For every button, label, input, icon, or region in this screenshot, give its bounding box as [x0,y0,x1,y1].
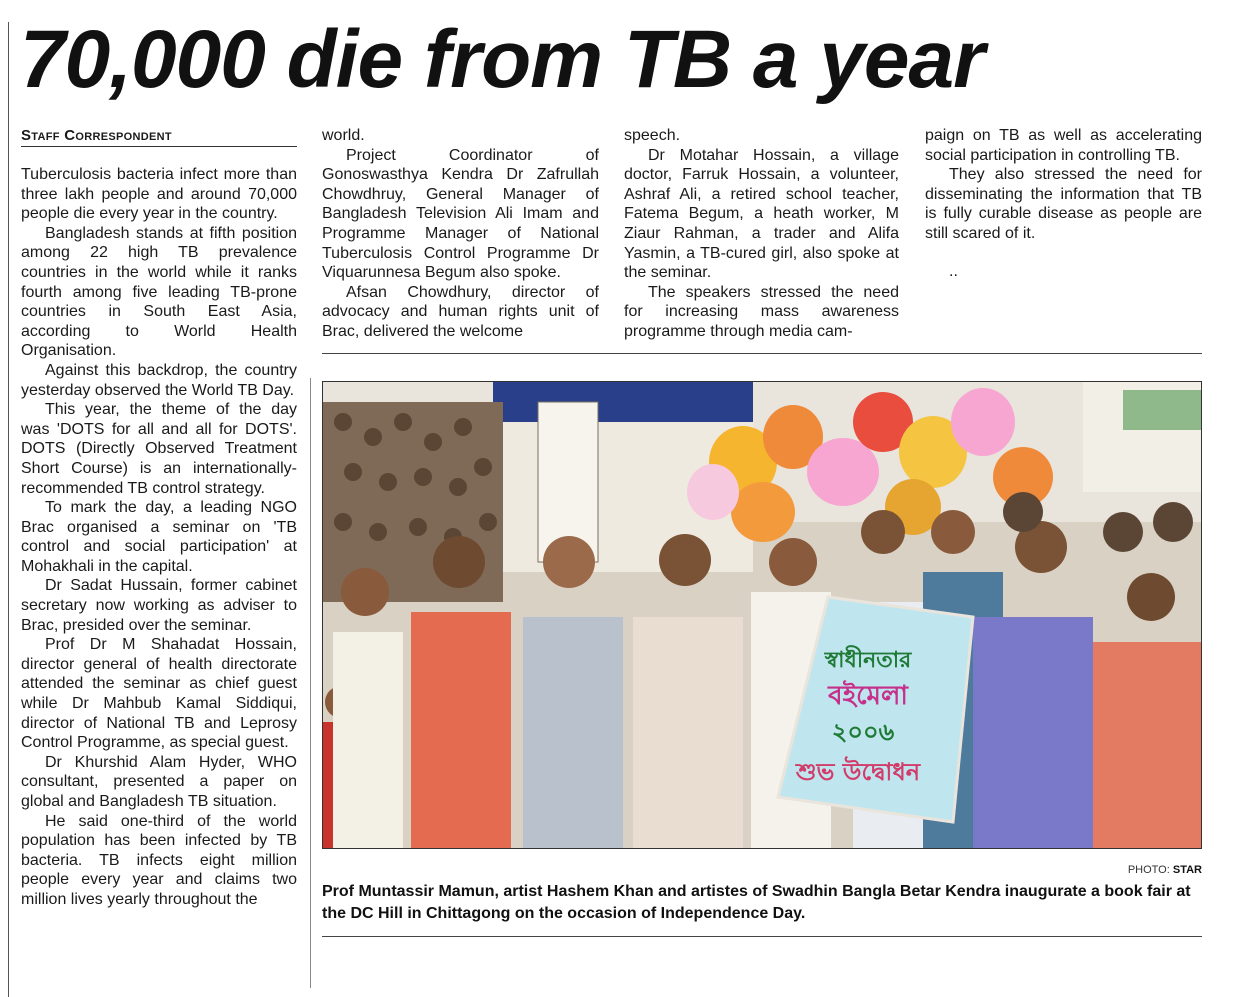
headline: 70,000 die from TB a year [20,14,985,105]
article-column-1 [21,165,297,910]
article-column-3 [624,126,899,342]
paragraph: Bangladesh stands at fifth position among 22 high TB prevalence countries in the world while it ranks fourth among five leading TB-prone countries in South East Asia, according to World Health Organisation. [21,224,297,360]
paragraph: This year, the theme of the day was 'DOTS for all and all for DOTS'. DOTS (Directly Observed Treatment Short Course) is an internationally-recommended TB control strategy. [21,401,297,497]
paragraph: Dr Khurshid Alam Hyder, WHO consultant, presented a paper on global and Bangladesh TB situation. [21,753,297,810]
paragraph: speech. [624,127,681,144]
paragraph: The speakers stressed the need for increasing mass awareness programme through media cam- [624,283,899,340]
paragraph: Afsan Chowdhury, director of advocacy and human rights unit of Brac, delivered the welcome [322,283,599,340]
left-column-rule [8,22,9,997]
section-divider [322,353,1202,354]
paragraph: world. [322,127,365,144]
paragraph: Against this backdrop, the country yesterday observed the World TB Day. [21,361,297,399]
banner-line-2: বইমেলা [828,681,908,711]
photo-credit-source: STAR [1172,864,1202,876]
paragraph: Tuberculosis bacteria infect more than three lakh people and around 70,000 people die every year in the country. [21,166,297,223]
paragraph: Dr Motahar Hossain, a village doctor, Farruk Hossain, a volunteer, Ashraf Ali, a retired school teacher, Fatema Begum, a heath worker, M Ziaur Rahman, a trader and Alifa Yasmin, a TB-cured girl, also spoke at the seminar. [624,146,899,282]
column-rule [310,378,311,988]
paragraph: Project Coordinator of Gonoswasthya Kendra Dr Zafrullah Chowdhruy, General Manager of Bangladesh Television Ali Imam and Programme Manager of National Tuberculosis Control Programme Dr Viquarunnesa Begum also spoke. [322,146,599,282]
paragraph: Dr Sadat Hussain, former cabinet secretary now working as adviser to Brac, presided over the seminar. [21,577,297,634]
byline: Staff Correspondent [21,127,297,147]
news-photo [322,381,1202,849]
photo-credit [1060,864,1202,876]
paragraph: He said one-third of the world population has been infected by TB bacteria. TB infects eight million people every year and claims two million lives yearly throughout the [21,812,297,908]
banner-line-3: ২০০৬ [831,718,895,746]
article-column-4 [925,126,1202,281]
banner-line-1: স্বাধীনতার [824,648,912,673]
paragraph: .. [949,262,958,280]
paragraph: paign on TB as well as accelerating social participation in controlling TB. [925,127,1202,164]
paragraph: Prof Dr M Shahadat Hossain, director general of health directorate attended the seminar as chief guest while Dr Mahbub Kamal Siddiqui, director of National TB and Leprosy Control Programme, as special guest. [21,636,297,752]
caption-divider [322,936,1202,937]
article-column-2 [322,126,599,342]
paragraph: To mark the day, a leading NGO Brac organised a seminar on 'TB control and social participation' at Mohakhali in the capital. [21,499,297,575]
photo-caption: Prof Muntassir Mamun, artist Hashem Khan and artistes of Swadhin Bangla Betar Kendra inaugurate a book fair at the DC Hill in Chittagong on the occasion of Independence Day. [322,883,1191,922]
photo-credit-label: PHOTO: [1127,864,1170,876]
paragraph: They also stressed the need for disseminating the information that TB is fully curable disease as people are still scared of it. [925,166,1202,242]
banner-line-4: শুভ উদ্বোধন [795,758,921,786]
